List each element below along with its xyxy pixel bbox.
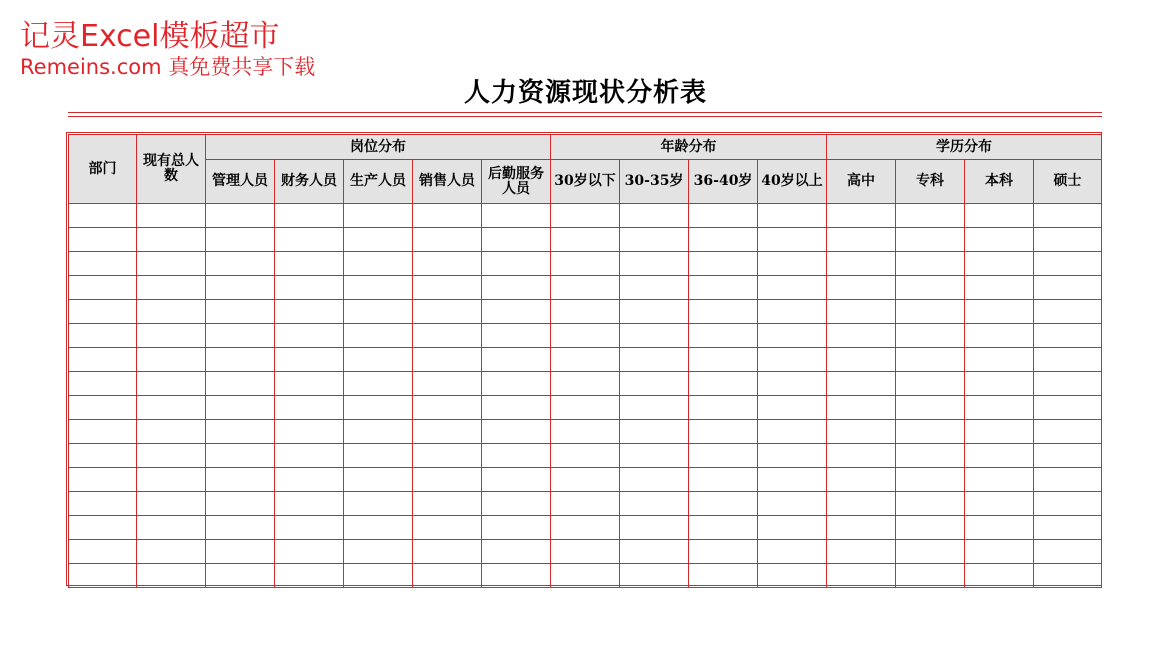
- table-cell[interactable]: [482, 420, 551, 444]
- table-cell[interactable]: [965, 396, 1034, 420]
- table-cell[interactable]: [482, 252, 551, 276]
- table-cell[interactable]: [344, 228, 413, 252]
- table-cell[interactable]: [620, 396, 689, 420]
- table-row: [69, 396, 1102, 420]
- table-cell[interactable]: [689, 564, 758, 588]
- table-cell[interactable]: [1034, 420, 1102, 444]
- table-cell[interactable]: [965, 468, 1034, 492]
- table-cell[interactable]: [413, 372, 482, 396]
- table-cell[interactable]: [1034, 468, 1102, 492]
- table-cell[interactable]: [275, 276, 344, 300]
- table-cell[interactable]: [758, 276, 827, 300]
- table-cell[interactable]: [965, 252, 1034, 276]
- table-cell[interactable]: [896, 468, 965, 492]
- table-cell[interactable]: [1034, 516, 1102, 540]
- table-cell[interactable]: [827, 204, 896, 228]
- table-cell[interactable]: [69, 372, 137, 396]
- table-row: [69, 516, 1102, 540]
- table-cell[interactable]: [620, 300, 689, 324]
- table-cell[interactable]: [965, 300, 1034, 324]
- table-cell[interactable]: [69, 540, 137, 564]
- table-cell[interactable]: [1034, 228, 1102, 252]
- table-cell[interactable]: [344, 372, 413, 396]
- table-cell[interactable]: [1034, 300, 1102, 324]
- table-cell[interactable]: [758, 372, 827, 396]
- table-cell[interactable]: [413, 276, 482, 300]
- table-cell[interactable]: [965, 516, 1034, 540]
- table-cell[interactable]: [206, 228, 275, 252]
- table-cell[interactable]: [758, 228, 827, 252]
- table-cell[interactable]: [689, 324, 758, 348]
- table-cell[interactable]: [206, 444, 275, 468]
- table-body: [69, 204, 1102, 588]
- table-cell[interactable]: [965, 540, 1034, 564]
- header-age-36-40[interactable]: 36-40岁: [689, 160, 758, 204]
- table-cell[interactable]: [69, 324, 137, 348]
- table-cell[interactable]: [206, 396, 275, 420]
- header-age-under-30[interactable]: 30岁以下: [551, 160, 620, 204]
- table-cell[interactable]: [275, 324, 344, 348]
- table-cell[interactable]: [137, 228, 206, 252]
- table-cell[interactable]: [1034, 276, 1102, 300]
- table-cell[interactable]: [827, 252, 896, 276]
- table-cell[interactable]: [137, 276, 206, 300]
- table-cell[interactable]: [689, 372, 758, 396]
- table-cell[interactable]: [758, 300, 827, 324]
- table-cell[interactable]: [137, 204, 206, 228]
- table-cell[interactable]: [965, 492, 1034, 516]
- table-cell[interactable]: [275, 468, 344, 492]
- table-cell[interactable]: [344, 204, 413, 228]
- table-cell[interactable]: [1034, 396, 1102, 420]
- table-cell[interactable]: [413, 540, 482, 564]
- table-cell[interactable]: [758, 204, 827, 228]
- table-cell[interactable]: [896, 276, 965, 300]
- table-cell[interactable]: [137, 324, 206, 348]
- table-cell[interactable]: [896, 300, 965, 324]
- table-cell[interactable]: [482, 516, 551, 540]
- table-cell[interactable]: [344, 540, 413, 564]
- table-cell[interactable]: [482, 348, 551, 372]
- table-cell[interactable]: [413, 420, 482, 444]
- table-cell[interactable]: [551, 516, 620, 540]
- table-cell[interactable]: [1034, 540, 1102, 564]
- table-cell[interactable]: [206, 276, 275, 300]
- table-cell[interactable]: [413, 300, 482, 324]
- table-cell[interactable]: [482, 396, 551, 420]
- table-cell[interactable]: [965, 420, 1034, 444]
- table-cell[interactable]: [896, 444, 965, 468]
- table-cell[interactable]: [482, 564, 551, 588]
- table-cell[interactable]: [689, 444, 758, 468]
- header-group-education[interactable]: 学历分布: [827, 135, 1102, 160]
- table-cell[interactable]: [275, 396, 344, 420]
- table-cell[interactable]: [69, 252, 137, 276]
- table-cell[interactable]: [69, 396, 137, 420]
- table-cell[interactable]: [1034, 372, 1102, 396]
- table-cell[interactable]: [206, 468, 275, 492]
- table-cell[interactable]: [827, 492, 896, 516]
- table-cell[interactable]: [965, 444, 1034, 468]
- table-cell[interactable]: [344, 300, 413, 324]
- table-cell[interactable]: [827, 540, 896, 564]
- table-cell[interactable]: [1034, 324, 1102, 348]
- table-cell[interactable]: [275, 300, 344, 324]
- table-cell[interactable]: [137, 444, 206, 468]
- table-cell[interactable]: [69, 564, 137, 588]
- header-total-staff[interactable]: 现有总人数: [137, 135, 206, 204]
- table-cell[interactable]: [551, 276, 620, 300]
- table-row: [69, 228, 1102, 252]
- table-cell[interactable]: [620, 348, 689, 372]
- table-cell[interactable]: [482, 372, 551, 396]
- table-cell[interactable]: [275, 420, 344, 444]
- header-department[interactable]: 部门: [69, 135, 137, 204]
- table-cell[interactable]: [551, 348, 620, 372]
- table-cell[interactable]: [758, 420, 827, 444]
- watermark-subtitle: Remeins.com 真免费共享下载: [20, 55, 316, 79]
- table-cell[interactable]: [689, 252, 758, 276]
- table-cell[interactable]: [827, 564, 896, 588]
- table-cell[interactable]: [69, 204, 137, 228]
- table-cell[interactable]: [689, 204, 758, 228]
- table-cell[interactable]: [69, 516, 137, 540]
- table-row: [69, 252, 1102, 276]
- table-cell[interactable]: [689, 396, 758, 420]
- table-cell[interactable]: [896, 348, 965, 372]
- table-cell[interactable]: [482, 444, 551, 468]
- table-cell[interactable]: [689, 468, 758, 492]
- table-cell[interactable]: [758, 564, 827, 588]
- table-cell[interactable]: [827, 372, 896, 396]
- table-cell[interactable]: [896, 420, 965, 444]
- table-cell[interactable]: [275, 252, 344, 276]
- table-cell[interactable]: [758, 516, 827, 540]
- table-cell[interactable]: [758, 396, 827, 420]
- table-cell[interactable]: [965, 372, 1034, 396]
- table-cell[interactable]: [1034, 348, 1102, 372]
- table-cell[interactable]: [275, 228, 344, 252]
- table-cell[interactable]: [896, 396, 965, 420]
- table-cell[interactable]: [275, 540, 344, 564]
- table-cell[interactable]: [551, 300, 620, 324]
- table-cell[interactable]: [344, 420, 413, 444]
- table-cell[interactable]: [965, 276, 1034, 300]
- table-cell[interactable]: [689, 420, 758, 444]
- table-cell[interactable]: [206, 516, 275, 540]
- table-cell[interactable]: [551, 324, 620, 348]
- table-cell[interactable]: [206, 252, 275, 276]
- table-cell[interactable]: [689, 300, 758, 324]
- table-cell[interactable]: [413, 252, 482, 276]
- table-cell[interactable]: [896, 516, 965, 540]
- table-row: [69, 564, 1102, 588]
- table-cell[interactable]: [137, 396, 206, 420]
- header-group-position[interactable]: 岗位分布: [206, 135, 551, 160]
- table-cell[interactable]: [689, 540, 758, 564]
- table-cell[interactable]: [620, 276, 689, 300]
- table-cell[interactable]: [620, 468, 689, 492]
- table-cell[interactable]: [275, 516, 344, 540]
- table-cell[interactable]: [206, 564, 275, 588]
- table-cell[interactable]: [275, 564, 344, 588]
- hr-analysis-table: [68, 134, 1102, 588]
- table-cell[interactable]: [896, 324, 965, 348]
- table-cell[interactable]: [137, 252, 206, 276]
- table-cell[interactable]: [827, 276, 896, 300]
- table-cell[interactable]: [620, 204, 689, 228]
- table-cell[interactable]: [827, 300, 896, 324]
- header-management[interactable]: 管理人员: [206, 160, 275, 204]
- table-cell[interactable]: [827, 468, 896, 492]
- table-cell[interactable]: [620, 492, 689, 516]
- table-cell[interactable]: [137, 492, 206, 516]
- table-cell[interactable]: [689, 276, 758, 300]
- table-cell[interactable]: [620, 324, 689, 348]
- table-cell[interactable]: [827, 348, 896, 372]
- table-cell[interactable]: [965, 228, 1034, 252]
- table-cell[interactable]: [482, 540, 551, 564]
- table-cell[interactable]: [482, 468, 551, 492]
- table-cell[interactable]: [206, 204, 275, 228]
- table-cell[interactable]: [413, 348, 482, 372]
- header-bachelor[interactable]: 本科: [965, 160, 1034, 204]
- table-cell[interactable]: [275, 348, 344, 372]
- table-cell[interactable]: [551, 444, 620, 468]
- table-cell[interactable]: [1034, 564, 1102, 588]
- table-cell[interactable]: [69, 444, 137, 468]
- table-cell[interactable]: [206, 372, 275, 396]
- table-cell[interactable]: [758, 324, 827, 348]
- table-cell[interactable]: [69, 228, 137, 252]
- table-cell[interactable]: [275, 204, 344, 228]
- header-group-age[interactable]: 年龄分布: [551, 135, 827, 160]
- table-row: [69, 420, 1102, 444]
- table-cell[interactable]: [551, 252, 620, 276]
- table-cell[interactable]: [344, 276, 413, 300]
- table-cell[interactable]: [137, 516, 206, 540]
- table-cell[interactable]: [896, 492, 965, 516]
- table-cell[interactable]: [413, 228, 482, 252]
- table-cell[interactable]: [965, 324, 1034, 348]
- table-cell[interactable]: [689, 348, 758, 372]
- header-master[interactable]: 硕士: [1034, 160, 1102, 204]
- table-cell[interactable]: [206, 324, 275, 348]
- table-cell[interactable]: [137, 348, 206, 372]
- header-age-30-35[interactable]: 30-35岁: [620, 160, 689, 204]
- table-cell[interactable]: [689, 516, 758, 540]
- table-cell[interactable]: [344, 324, 413, 348]
- table-cell[interactable]: [413, 516, 482, 540]
- table-cell[interactable]: [69, 348, 137, 372]
- header-logistics[interactable]: 后勤服务人员: [482, 160, 551, 204]
- table-cell[interactable]: [827, 396, 896, 420]
- table-cell[interactable]: [137, 300, 206, 324]
- table-cell[interactable]: [137, 372, 206, 396]
- table-cell[interactable]: [1034, 492, 1102, 516]
- table-cell[interactable]: [896, 252, 965, 276]
- table-row: [69, 444, 1102, 468]
- table-cell[interactable]: [758, 348, 827, 372]
- header-sales[interactable]: 销售人员: [413, 160, 482, 204]
- table-cell[interactable]: [620, 540, 689, 564]
- table-cell[interactable]: [344, 492, 413, 516]
- table-cell[interactable]: [344, 444, 413, 468]
- table-cell[interactable]: [69, 492, 137, 516]
- table-cell[interactable]: [896, 540, 965, 564]
- table-cell[interactable]: [206, 492, 275, 516]
- table-cell[interactable]: [551, 204, 620, 228]
- table-cell[interactable]: [965, 564, 1034, 588]
- table-row: [69, 324, 1102, 348]
- table-cell[interactable]: [275, 444, 344, 468]
- table-cell[interactable]: [758, 444, 827, 468]
- table-cell[interactable]: [827, 516, 896, 540]
- table-cell[interactable]: [896, 204, 965, 228]
- table-cell[interactable]: [689, 228, 758, 252]
- table-cell[interactable]: [69, 276, 137, 300]
- table-cell[interactable]: [896, 372, 965, 396]
- table-cell[interactable]: [275, 492, 344, 516]
- table-cell[interactable]: [620, 372, 689, 396]
- table-cell[interactable]: [758, 468, 827, 492]
- table-cell[interactable]: [896, 228, 965, 252]
- table-row: [69, 468, 1102, 492]
- table-cell[interactable]: [206, 348, 275, 372]
- table-cell[interactable]: [344, 564, 413, 588]
- table-cell[interactable]: [206, 300, 275, 324]
- table-cell[interactable]: [551, 420, 620, 444]
- watermark-title: 记灵Excel模板超市: [20, 19, 280, 54]
- table-cell[interactable]: [413, 396, 482, 420]
- table-cell[interactable]: [620, 252, 689, 276]
- table-cell[interactable]: [620, 228, 689, 252]
- header-high-school[interactable]: 高中: [827, 160, 896, 204]
- table-row: [69, 540, 1102, 564]
- table-cell[interactable]: [482, 492, 551, 516]
- table-cell[interactable]: [827, 228, 896, 252]
- table-cell[interactable]: [482, 204, 551, 228]
- table-cell[interactable]: [827, 444, 896, 468]
- table-cell[interactable]: [413, 564, 482, 588]
- table-cell[interactable]: [69, 300, 137, 324]
- table-cell[interactable]: [965, 204, 1034, 228]
- table-cell[interactable]: [344, 252, 413, 276]
- table-cell[interactable]: [69, 420, 137, 444]
- header-production[interactable]: 生产人员: [344, 160, 413, 204]
- table-cell[interactable]: [689, 492, 758, 516]
- table-cell[interactable]: [758, 492, 827, 516]
- table-cell[interactable]: [551, 492, 620, 516]
- table-cell[interactable]: [344, 468, 413, 492]
- table-cell[interactable]: [620, 444, 689, 468]
- table-cell[interactable]: [413, 204, 482, 228]
- table-cell[interactable]: [344, 348, 413, 372]
- table-row: [69, 204, 1102, 228]
- table-cell[interactable]: [1034, 204, 1102, 228]
- table-cell[interactable]: [413, 492, 482, 516]
- table-row: [69, 372, 1102, 396]
- table-cell[interactable]: [965, 348, 1034, 372]
- table-cell[interactable]: [620, 564, 689, 588]
- table-cell[interactable]: [413, 324, 482, 348]
- table-cell[interactable]: [275, 372, 344, 396]
- table-cell[interactable]: [413, 444, 482, 468]
- table-cell[interactable]: [137, 564, 206, 588]
- table-cell[interactable]: [137, 420, 206, 444]
- table-cell[interactable]: [551, 372, 620, 396]
- table-cell[interactable]: [620, 516, 689, 540]
- table-cell[interactable]: [344, 516, 413, 540]
- table-cell[interactable]: [137, 468, 206, 492]
- table-cell[interactable]: [482, 324, 551, 348]
- table-cell[interactable]: [551, 564, 620, 588]
- table-cell[interactable]: [206, 420, 275, 444]
- table-row: [69, 300, 1102, 324]
- header-age-over-40[interactable]: 40岁以上: [758, 160, 827, 204]
- header-finance[interactable]: 财务人员: [275, 160, 344, 204]
- table-cell[interactable]: [137, 540, 206, 564]
- table-cell[interactable]: [482, 228, 551, 252]
- table-cell[interactable]: [551, 228, 620, 252]
- table-cell[interactable]: [620, 420, 689, 444]
- table-cell[interactable]: [482, 276, 551, 300]
- table-cell[interactable]: [344, 396, 413, 420]
- table-cell[interactable]: [206, 540, 275, 564]
- table-cell[interactable]: [551, 396, 620, 420]
- table-cell[interactable]: [758, 540, 827, 564]
- table-row: [69, 276, 1102, 300]
- title-underline: [68, 112, 1102, 113]
- table-cell[interactable]: [551, 540, 620, 564]
- table-cell[interactable]: [69, 468, 137, 492]
- table-cell[interactable]: [551, 468, 620, 492]
- title-underline-double: [68, 116, 1102, 117]
- header-college[interactable]: 专科: [896, 160, 965, 204]
- table-row: [69, 492, 1102, 516]
- table-cell[interactable]: [1034, 444, 1102, 468]
- table-cell[interactable]: [827, 324, 896, 348]
- table-cell[interactable]: [896, 564, 965, 588]
- table-cell[interactable]: [758, 252, 827, 276]
- table-row: [69, 348, 1102, 372]
- table-cell[interactable]: [482, 300, 551, 324]
- table-cell[interactable]: [413, 468, 482, 492]
- page-title: 人力资源现状分析表: [463, 78, 707, 108]
- table-cell[interactable]: [1034, 252, 1102, 276]
- table-cell[interactable]: [827, 420, 896, 444]
